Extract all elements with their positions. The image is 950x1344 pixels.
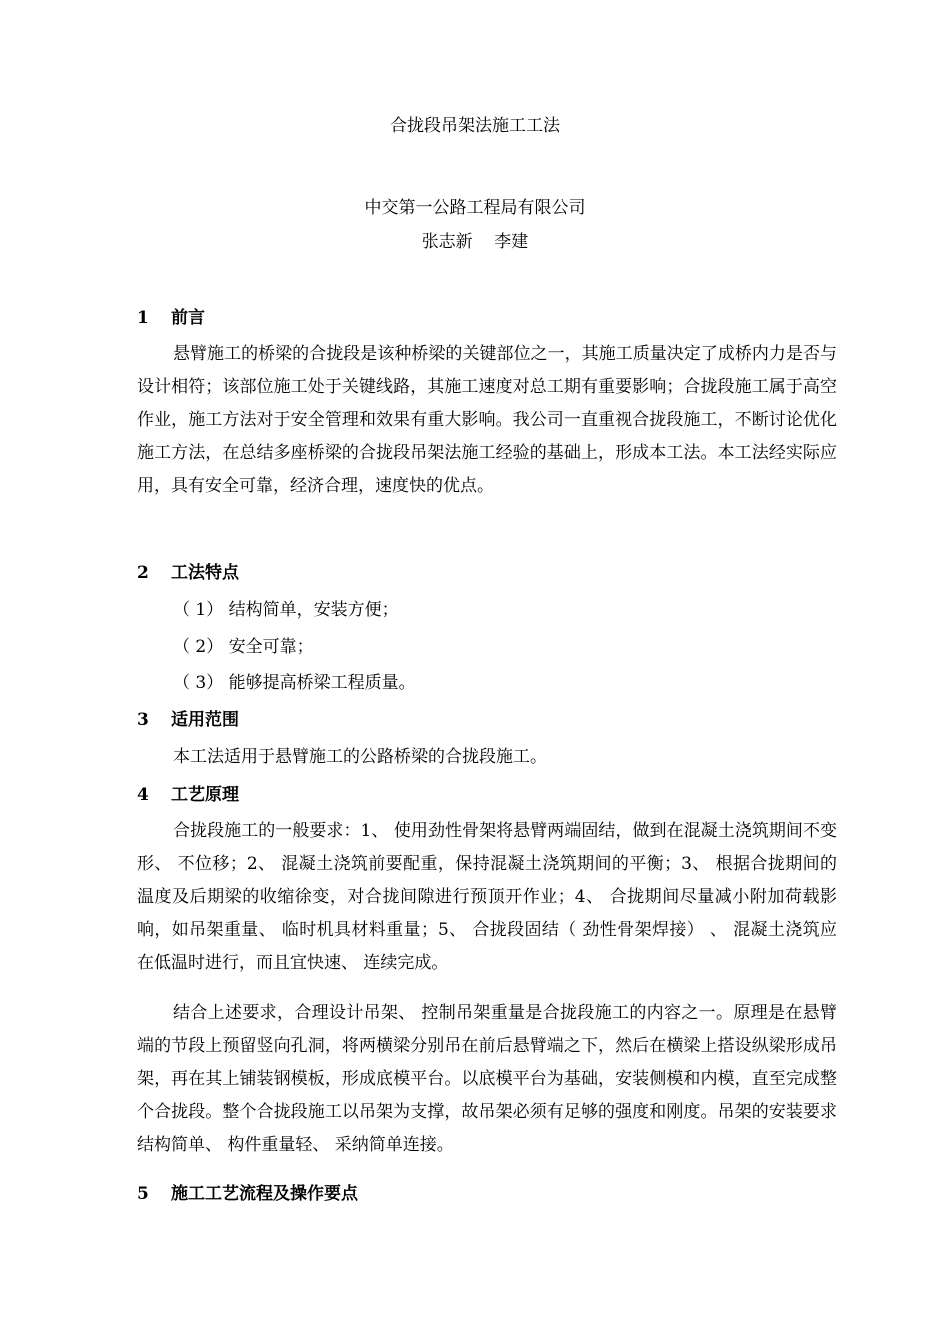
section-number: 1 [137,308,149,328]
section-number: 2 [137,563,149,583]
feature-item: （ 1） 结构简单，安装方便； [173,600,399,620]
section-heading-1 [137,306,205,330]
section-heading-3 [137,708,239,732]
section-1-paragraph: 悬臂施工的桥梁的合拢段是该种桥梁的关键部位之一，其施工质量决定了成桥内力是否与设计相符；该部位施工处于关键线路，其施工速度对总工期有重要影响；合拢段施工属于高空作业，施工方法对于安全管理和效果有重大影响。我公司一直重视合拢段施工，不断讨论优化施工方法，在总结多座桥梁的合拢段吊架法施工经验的基础上，形成本工法。本工法经实际应用，具有安全可靠，经济合理，速度快的优点。 [137,344,837,496]
section-title: 施工工艺流程及操作要点 [171,1184,358,1204]
section-number: 3 [137,710,149,730]
organization: 中交第一公路工程局有限公司 [364,198,586,218]
section-title: 适用范围 [171,710,239,730]
section-4-paragraph-2: 结合上述要求，合理设计吊架、 控制吊架重量是合拢段施工的内容之一。原理是在悬臂端的节段上预留竖向孔洞，将两横梁分别吊在前后悬臂端之下，然后在横梁上搭设纵梁形成吊架，再在其上铺装钢模板，形成底模平台。以底模平台为基础，安装侧模和内模，直至完成整个合拢段。整个合拢段施工以吊架为支撑，故吊架必须有足够的强度和刚度。吊架的安装要求结构简单、 构件重量轻、 采纳简单连接。 [137,1003,837,1155]
authors: 张志新 李建 [421,232,529,252]
section-title: 工法特点 [171,563,239,583]
section-heading-5 [137,1182,358,1206]
section-title: 前言 [171,308,205,328]
section-title: 工艺原理 [171,785,239,805]
section-3-paragraph: 本工法适用于悬臂施工的公路桥梁的合拢段施工。 [173,747,547,767]
section-heading-4 [137,783,239,807]
section-number: 5 [137,1184,149,1204]
section-4-paragraph-1: 合拢段施工的一般要求：1、 使用劲性骨架将悬臂两端固结，做到在混凝土浇筑期间不变形、 不位移；2、 混凝土浇筑前要配重，保持混凝土浇筑期间的平衡；3、 根据合拢期间的温度及后期梁的收缩徐变，对合拢间隙进行预顶开作业；4、 合拢期间尽量减小附加荷载影响，如吊架重量、 临时机具材料重量；5、 合拢段固结（ 劲性骨架焊接） 、 混凝土浇筑应在低温时进行，而且宜快速、 连续完成。 [137,821,837,973]
document-title: 合拢段吊架法施工工法 [390,116,560,136]
section-number: 4 [137,785,149,805]
feature-item: （ 2） 安全可靠； [173,637,314,657]
feature-item: （ 3） 能够提高桥梁工程质量。 [173,673,416,693]
section-heading-2 [137,561,239,585]
